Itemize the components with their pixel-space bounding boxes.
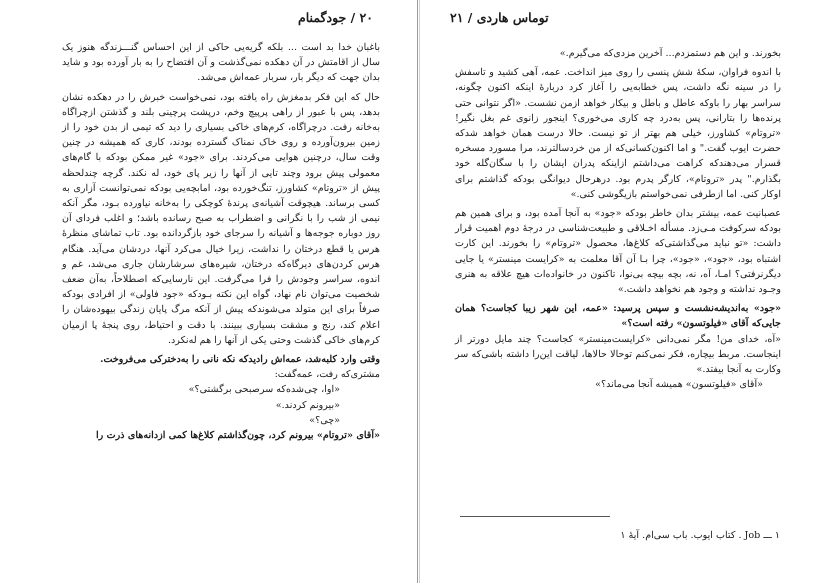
dialogue-line: «بیرونم کردند.» (275, 399, 340, 411)
paragraph: «آقای «فیلوتسون» همیشه آنجا می‌ماند؟» (595, 379, 763, 391)
right-page (419, 0, 837, 583)
footnote-separator (460, 516, 610, 517)
dialogue-line: «اوا، چی‌شده‌که سرصبحی برگشتی؟» (188, 384, 340, 396)
paragraph: وقتی وارد کلبه‌شد، عمه‌اش رادیدکه نکه نانی را به‌دخترکی می‌فروخت. (100, 354, 380, 366)
right-page-body (455, 46, 781, 392)
paragraph: بخورند. و این هم دستمزدم... آخرین مزدی‌که می‌گیرم.» (559, 48, 781, 59)
paragraph: مشتری‌که رفت، عمه‌گفت: (274, 369, 380, 381)
footnote: ۱ ـــ Job . کتاب ایوب. باب سی‌ام. آیهٔ ۱ (620, 530, 780, 541)
paragraph: «جود» به‌اندیشه‌نشست و سپس پرسید: «عمه، این شهر زیبا کجاست؟ همان جایی‌که آقای «فیلوتسون» رفته است؟» (455, 303, 781, 330)
paragraph: با اندوه فراوان، سکهٔ شش پنسی را روی میز انداخت. عمه، آهی کشید و تاسفش را در سینه نگه داشت، پس خطابه‌یی را آغاز کرد دربارهٔ اینکه اکنون چگونه، سراسر بهار را باوکه عاطل و باطل و بیکار خواهد ازمن نشست. «اگر نتوانی حتی پرنده‌ها را بتارانی، پس به‌درد چه کاری می‌خوری؟ اینجور زانوی غم بغل نگیر! «تروتام» کشاورز، خیلی هم بهتر از تو نیست. حالا درست همان خواهد شدکه حضرت ایوب گفت." و اما اکنون‌کسانی‌که از من خردسالترند، مرا مسورد مسخره قسرار می‌دهندکه کراهت می‌داشتم ازاینکه پدران ایشان را با سگان‌گله خود بگذارم." پدر «تروتام»، کارگر پدرم بود. درهرحال دیوانگی بودکه گذاشتم برای اوکار کنی. اما ازطرفی نمی‌خواستم بازیگوشی کنی.» (455, 67, 781, 200)
left-page-header: ۲۰ / جودگمنام (298, 10, 373, 25)
paragraph: باغبان خدا بد است ... بلکه گریه‌یی حاکی از این احساس گنـــزندگه هنوز یک سال از اقامتش در آن دهکده نمی‌گذشت و آن افتضاح را به بار آورده بود و شاید بدان جهت که دیگر بار، سربار عمه‌اش می‌شد. (62, 42, 380, 84)
left-page (0, 0, 418, 583)
dialogue-line: «آقای «تروتام» بیرونم کرد، چون‌گذاشتم کلاغ‌ها کمی ازدانه‌های ذرت را (95, 430, 380, 442)
paragraph: حال که این فکر بدمغزش راه یافته بود، نمی‌خواست خبرش را در دهکده نشان بدهد، پس با عبور از راهی پرپیچ وخم، درپشت پرچینی بلند و گذشتن ازچراگاه به‌خانه رفت. درچراگاه، کرم‌های خاکی بسیاری را دید که تیمی از بدن خود را از زمین بیرون‌آورده و روی خاک نمناک گسترده بودند، کاری که همیشه در چنین وقت سال، درچنین هوایی می‌کردند. برای «جود» غیر ممکن بودکه با گام‌های معمولی پیش برود وچند تایی از آنها را زیر پای خود، له نکند. گرچه چندلحظه پیش از «تروتام» کشاورز، تنگ‌خورده بود، امابچه‌یی بودکه نمی‌توانست آزاری به کسی برساند. هیچوقت آشیانه‌ی پرندهٔ کوچکی را به‌خانه نیاورده بـود، مگر آنکه نیمی از شب را با نگرانی و اضطراب به صبح رسانده باشد؛ و اغلب فردای آن روز دوباره جوجه‌ها و آشیانه را سرجای خود بازگردانده بود. تاب تماشای منظرهٔ هرس یا قطع درختان را نداشت، زیرا خیال می‌کرد آنها، دردشان می‌آید. هنگام هرس کردن‌های دیرگاه‌که درختان، شیره‌های سرشارشان جاری می‌شد، غم و اندوه، سراسر وجودش را فرا می‌گرفت. این نارسایی‌که اصطلاحاً، به‌آن ضعف شخصیت می‌توان نام نهاد، گواه این نکته بـودکه «جود فاولی» از افرادی بودکه صرفاً برای این متولد می‌شوندکه پیش از آنکه مرگ پایان زندگی بیهوده‌شان را اعلام کند، رنج و مشقت بسیاری ببینند. با دقت و احتیاط، روی پنجهٔ پا ازمیان کرم‌های خاکی گذشت وحتی یکی از آنها را هم لەنکرد. (62, 91, 380, 346)
right-page-header: توماس هاردی / ۲۱ (450, 10, 549, 25)
dialogue-line: «چی؟» (309, 414, 340, 426)
paragraph: عصبانیت عمه، بیشتر بدان خاطر بودکه «جود» به آنجا آمده بود، و برای همین هم بودکه سرکوفت مـی‌زد. مسأله اخـلاقی و طبیعت‌شناسی در درجهٔ دوم اهمیت قرار داشت: «تو نباید می‌گذاشتی‌که کلاغ‌ها، محصول «تروتام» را بخورند. این کارت اشتباه بود، «جود»، «جود»، چرا بـا آن آقا معلمت به «کرایست مینستر» یا جایی دیگرنرفتی؟ امـا، آه، نه، بچه بیچه بی‌نوا، تاکنون در خانواده‌ات هیچ علاقه به هنری وجـود نداشته و وجود هم نخواهد داشت.» (455, 208, 781, 296)
paragraph: «آه، خدای من! مگر نمی‌دانی «کرایست‌مینستر» کجاست؟ چند مایل دورتر از اینجاست. مربط بیچاره، فکر نمی‌کنم توحالا حالاها، لیاقت این‌را داشته باشی‌که سر وکارت به آنجا بیفتد.» (455, 333, 781, 376)
left-page-body (62, 40, 380, 443)
